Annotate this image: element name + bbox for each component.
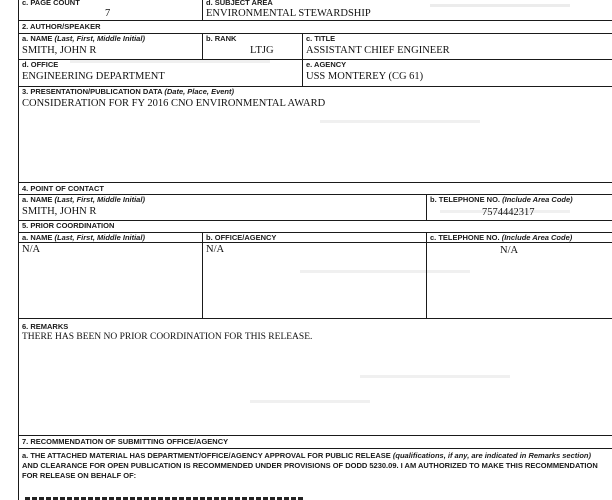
section-4-title: 4. POINT OF CONTACT	[22, 184, 104, 193]
cut-off-line	[25, 494, 305, 500]
prior-name-hint: (Last, First, Middle Initial)	[54, 233, 145, 242]
recommendation-text-b: (qualifications, if any, are indicated in Remarks section)	[392, 451, 591, 460]
prior-phone-label: c. TELEPHONE NO.	[430, 233, 500, 242]
prior-phone-value: N/A	[500, 245, 519, 256]
contact-phone-hint: (Include Area Code)	[502, 195, 573, 204]
agency-value: USS MONTEREY (CG 61)	[306, 71, 424, 82]
section-2-title: 2. AUTHOR/SPEAKER	[22, 22, 101, 31]
office-value: ENGINEERING DEPARTMENT	[22, 71, 165, 82]
prior-phone-hint: (Include Area Code)	[501, 233, 573, 242]
contact-name-label: a. NAME	[22, 195, 53, 204]
section-7-title: 7. RECOMMENDATION OF SUBMITTING OFFICE/AGENCY	[22, 437, 229, 446]
section-6-title: 6. REMARKS	[22, 322, 69, 331]
office-label: d. OFFICE	[22, 60, 59, 69]
office-cell	[19, 59, 302, 86]
author-title-value: ASSISTANT CHIEF ENGINEER	[306, 45, 450, 56]
author-name-cell	[19, 33, 202, 59]
subject-area-cell	[202, 0, 612, 20]
subject-area-label: d. SUBJECT AREA	[206, 0, 273, 7]
contact-name-cell	[19, 194, 426, 220]
contact-name-hint: (Last, First, Middle Initial)	[54, 195, 145, 204]
section-3-box	[19, 86, 612, 182]
section-5-title: 5. PRIOR COORDINATION	[22, 221, 115, 230]
prior-office-value: N/A	[206, 244, 225, 255]
author-name-value: SMITH, JOHN R	[22, 45, 97, 56]
prior-name-cell	[19, 232, 202, 318]
page-count-value: 7	[105, 8, 111, 19]
page-count-label: c. PAGE COUNT	[22, 0, 80, 7]
author-name-hint: (Last, First, Middle Initial)	[54, 34, 145, 43]
row-author	[19, 33, 612, 59]
row-page-count	[19, 0, 612, 20]
prior-office-label: b. OFFICE/AGENCY	[206, 233, 277, 242]
prior-phone-cell	[426, 232, 612, 318]
contact-phone-label: b. TELEPHONE NO.	[430, 195, 501, 204]
author-title-label: c. TITLE	[306, 34, 336, 43]
contact-phone-value: 7574442317	[482, 207, 535, 218]
row-prior-coordination	[19, 232, 612, 318]
release-request-form	[18, 0, 612, 500]
page-count-cell	[19, 0, 202, 20]
section-3-title: 3. PRESENTATION/PUBLICATION DATA	[22, 87, 163, 96]
prior-name-value: N/A	[22, 244, 41, 255]
prior-office-cell	[202, 232, 426, 318]
presentation-data-value: CONSIDERATION FOR FY 2016 CNO ENVIRONMENTAL AWARD	[22, 98, 326, 109]
agency-cell	[302, 59, 612, 86]
subject-area-value: ENVIRONMENTAL STEWARDSHIP	[206, 8, 371, 19]
row-contact	[19, 194, 612, 220]
recommendation-text-a: a. THE ATTACHED MATERIAL HAS DEPARTMENT/OFFICE/AGENCY APPROVAL FOR PUBLIC RELEASE	[22, 451, 391, 460]
prior-name-label: a. NAME	[22, 233, 53, 242]
author-title-cell	[302, 33, 612, 59]
author-rank-label: b. RANK	[206, 34, 237, 43]
recommendation-text-c: AND CLEARANCE FOR OPEN PUBLICATION IS RECOMMENDED UNDER PROVISIONS OF DODD 5230.09. I AM AUTHORIZED TO MAKE THIS RECOMMENDATION FOR RELEASE ON BEHALF OF:	[22, 461, 598, 480]
author-name-label: a. NAME	[22, 34, 53, 43]
contact-phone-cell	[426, 194, 612, 220]
author-rank-value: LTJG	[250, 45, 274, 56]
author-rank-cell	[202, 33, 302, 59]
row-office	[19, 59, 612, 86]
contact-name-value: SMITH, JOHN R	[22, 206, 97, 217]
section-3-hint: (Date, Place, Event)	[164, 87, 234, 96]
recommendation-text	[22, 451, 607, 481]
agency-label: e. AGENCY	[306, 60, 347, 69]
remarks-value: THERE HAS BEEN NO PRIOR COORDINATION FOR THIS RELEASE.	[22, 332, 313, 342]
section-6-box	[19, 318, 612, 435]
